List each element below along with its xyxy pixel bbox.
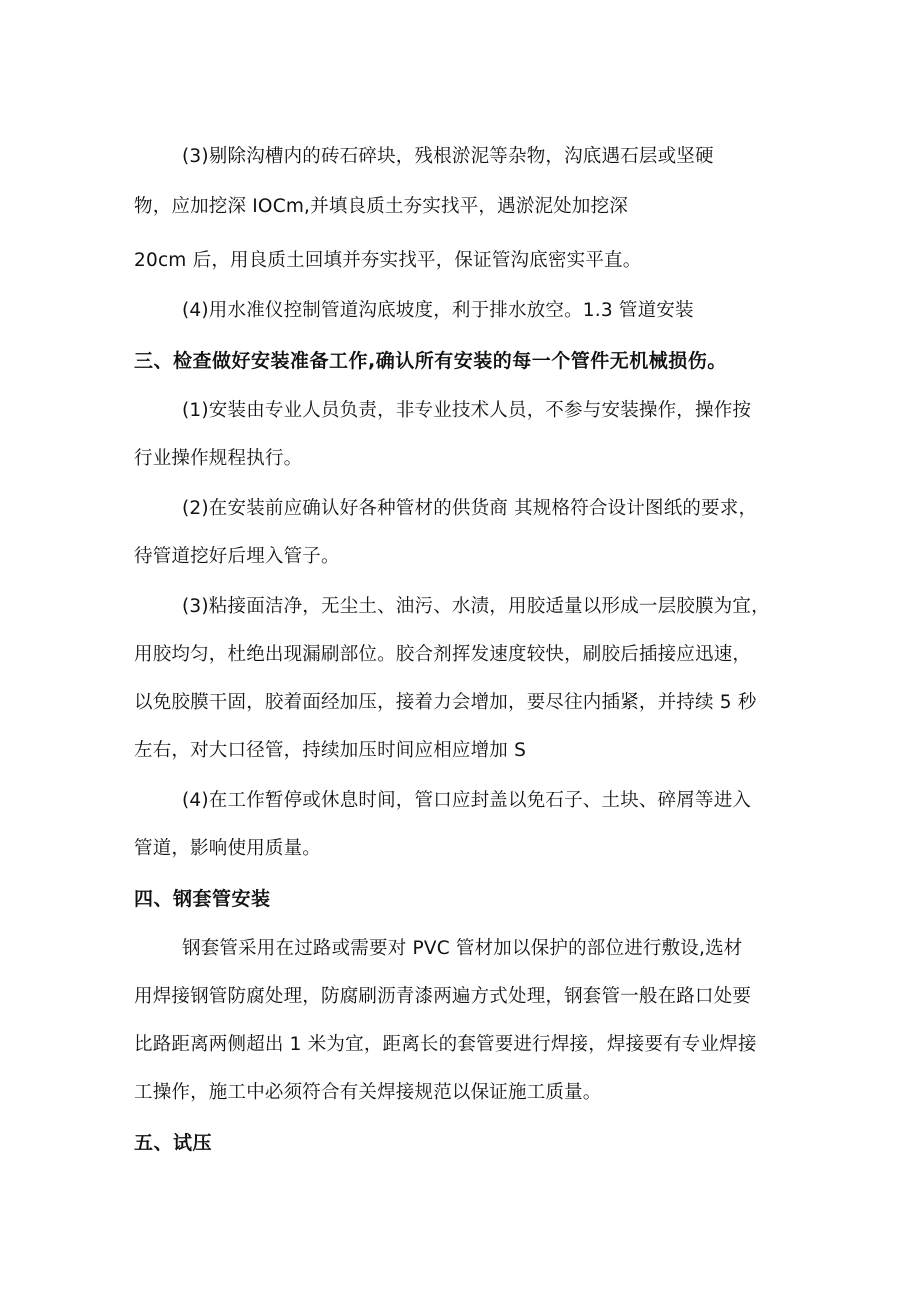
item-4-line-2: 管道，影响使用质量。: [134, 838, 322, 859]
item-3-line-2: 用胶均匀，杜绝出现漏刷部位。胶合剂挥发速度较快，刷胶后插接应迅速，: [134, 644, 752, 665]
item-1-line-1: (1)安装由专业人员负责，非专业技术人员，不参与安装操作，操作按: [182, 400, 752, 421]
item-3-line-3: 以免胶膜干固，胶着面经加压，接着力会增加，要尽往内插紧，并持续 5 秒: [134, 692, 757, 713]
paragraph-3-line-2: 物，应加挖深 IOCm,并填良质土夯实找平，遇淤泥处加挖深: [134, 196, 629, 217]
item-3-line-1: (3)粘接面洁净，无尘土、油污、水渍，用胶适量以形成一层胶膜为宜，: [182, 596, 770, 617]
steel-casing-line-2: 用焊接钢管防腐处理，防腐刷沥青漆两遍方式处理，钢套管一般在路口处要: [134, 986, 752, 1007]
paragraph-3-line-3: 20cm 后，用良质土回填并夯实找平，保证管沟底密实平直。: [134, 250, 642, 271]
item-4-line-1: (4)在工作暂停或休息时间，管口应封盖以免石子、土块、碎屑等进入: [182, 790, 752, 811]
section-heading-4: 四、钢套管安装: [134, 888, 271, 910]
steel-casing-line-4: 工操作，施工中必须符合有关焊接规范以保证施工质量。: [134, 1082, 602, 1103]
item-2-line-2: 待管道挖好后埋入管子。: [134, 546, 340, 567]
paragraph-3-line-1: (3)剔除沟槽内的砖石碎块，残根淤泥等杂物，沟底遇石层或坚硬: [182, 146, 714, 167]
item-2-line-1: (2)在安装前应确认好各种管材的供货商 其规格符合设计图纸的要求，: [182, 498, 758, 519]
section-heading-3: 三、检查做好安装准备工作,确认所有安装的每一个管件无机械损伤。: [134, 350, 727, 372]
item-3-line-4: 左右，对大口径管，持续加压时间应相应增加 S: [134, 740, 527, 761]
section-heading-5: 五、试压: [134, 1132, 213, 1154]
steel-casing-line-3: 比路距离两侧超出 1 米为宜，距离长的套管要进行焊接，焊接要有专业焊接: [134, 1034, 757, 1055]
paragraph-4-line-1: (4)用水准仪控制管道沟底坡度，利于排水放空。1.3 管道安装: [182, 300, 694, 321]
item-1-line-2: 行业操作规程执行。: [134, 448, 303, 469]
steel-casing-line-1: 钢套管采用在过路或需要对 PVC 管材加以保护的部位进行敷设,选材: [182, 938, 743, 959]
